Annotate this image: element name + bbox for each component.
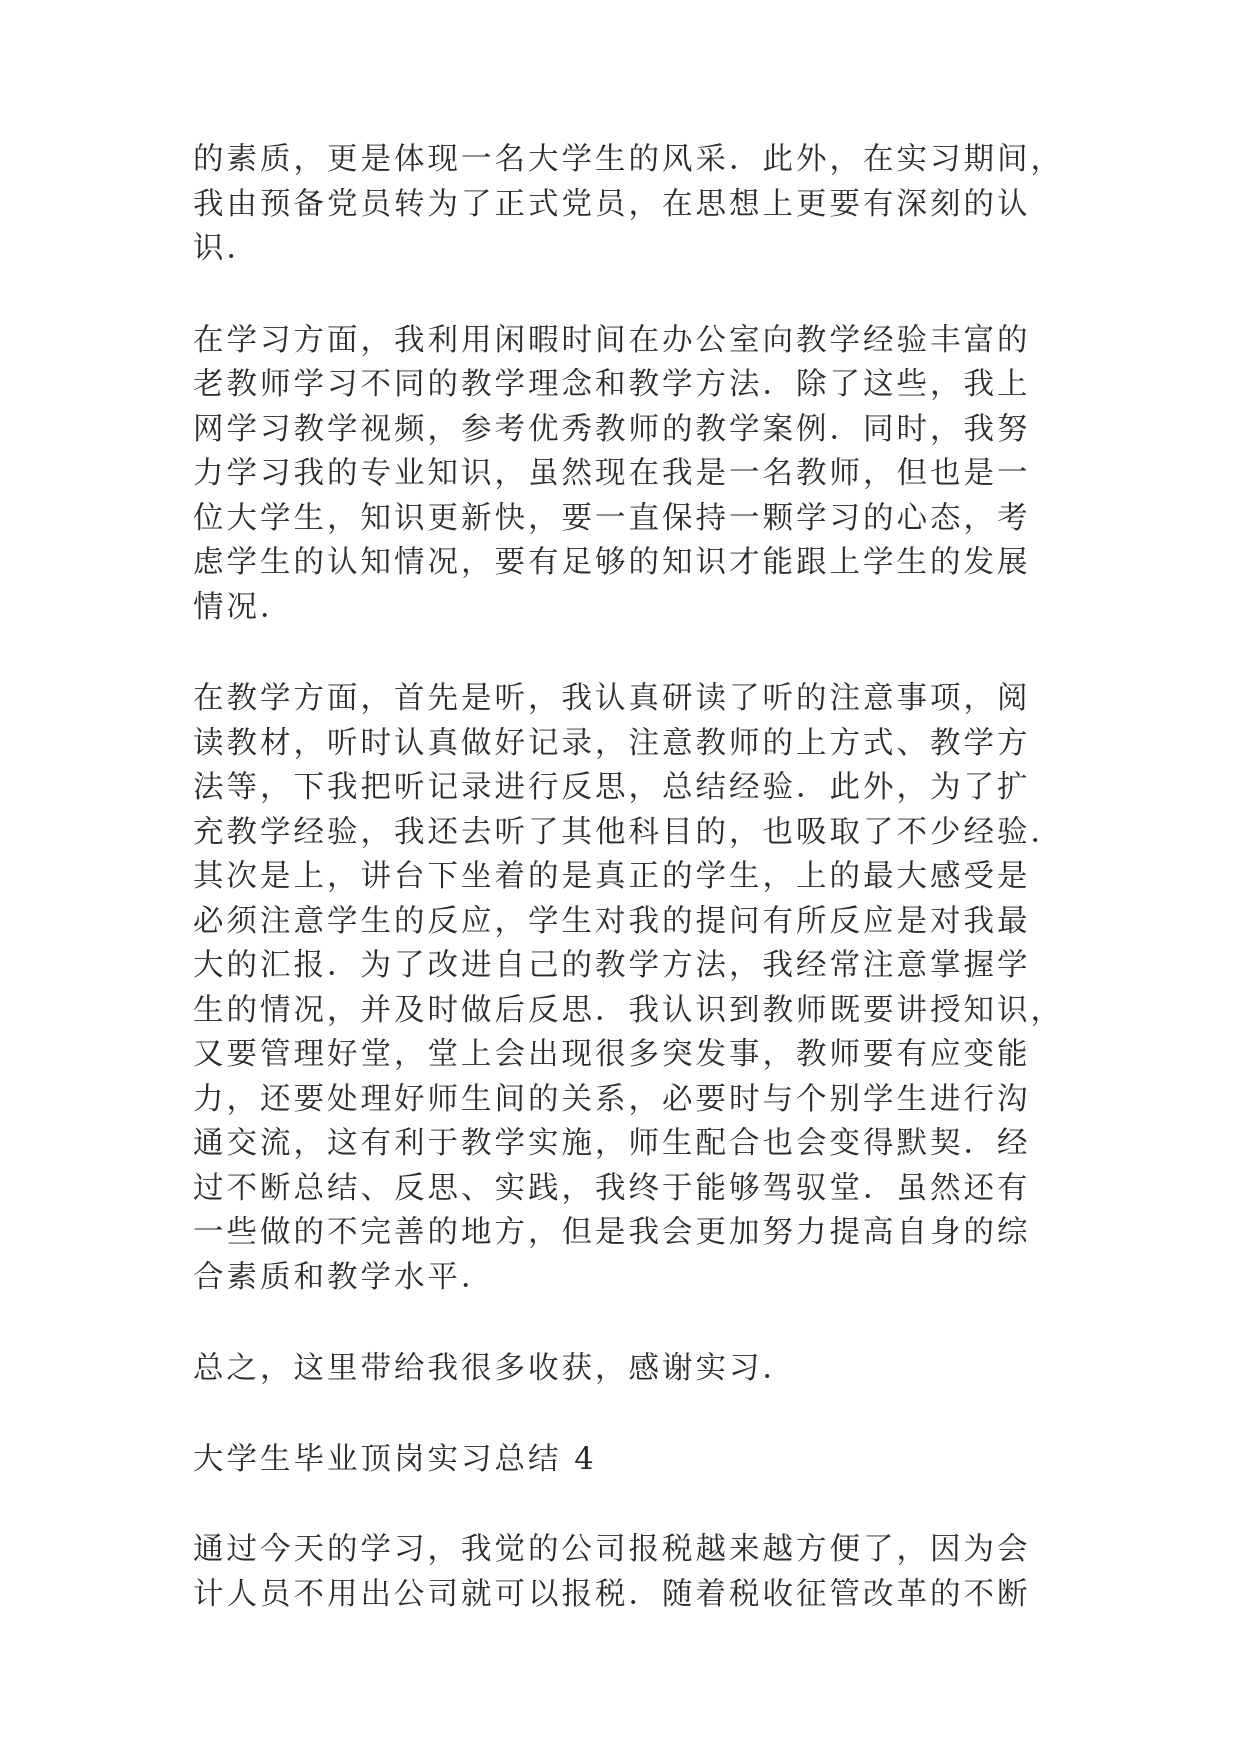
text-line: 总之，这里带给我很多收获，感谢实习． xyxy=(193,1351,796,1386)
text-line: 读教材，听时认真做好记录，注意教师的上方式、教学方 xyxy=(193,725,1031,761)
text-line: 力，还要处理好师生间的关系，必要时与个别学生进行沟 xyxy=(193,1081,1031,1117)
text-line: 合素质和教学水平． xyxy=(193,1259,495,1295)
text-line: 在学习方面，我利用闲暇时间在办公室向教学经验丰富的 xyxy=(193,322,1031,358)
text-line: 识． xyxy=(193,231,260,266)
paragraph-spacer xyxy=(193,272,1053,319)
paragraph-spacer xyxy=(193,1392,1053,1438)
paragraph-1 xyxy=(193,138,1064,272)
text-line: 一些做的不完善的地方，但是我会更加努力提高自身的综 xyxy=(193,1215,1031,1250)
text-line: 我由预备党员转为了正式党员，在思想上更要有深刻的认 xyxy=(193,186,1031,222)
text-line: 大的汇报．为了改进自己的教学方法，我经常注意掌握学 xyxy=(193,948,1031,983)
section-heading xyxy=(193,1438,1053,1483)
text-line: 充教学经验，我还去听了其他科目的，也吸取了不少经验． xyxy=(193,814,1064,850)
paragraph-3 xyxy=(193,677,1064,1300)
text-line: 位大学生，知识更新快，要一直保持一颗学习的心态，考 xyxy=(193,500,1031,536)
text-line: 计人员不用出公司就可以报税．随着税收征管改革的不断 xyxy=(193,1576,1031,1612)
text-line: 通过今天的学习，我觉的公司报税越来越方便了，因为会 xyxy=(193,1532,1031,1567)
text-line: 法等，下我把听记录进行反思，总结经验．此外，为了扩 xyxy=(193,770,1031,805)
paragraph-spacer xyxy=(193,1300,1053,1347)
paragraph-spacer xyxy=(193,630,1053,677)
text-line: 老教师学习不同的教学理念和教学方法．除了这些，我上 xyxy=(193,367,1031,402)
paragraph-spacer xyxy=(193,1482,1053,1528)
text-line: 在教学方面，首先是听，我认真研读了听的注意事项，阅 xyxy=(193,681,1031,716)
text-line: 生的情况，并及时做后反思．我认识到教师既要讲授知识， xyxy=(193,992,1064,1028)
text-line: 其次是上，讲台下坐着的是真正的学生，上的最大感受是 xyxy=(193,859,1031,894)
text-line: 的素质，更是体现一名大学生的风采．此外，在实习期间， xyxy=(193,142,1064,177)
text-line: 必须注意学生的反应，学生对我的提问有所反应是对我最 xyxy=(193,903,1031,939)
document-body xyxy=(193,138,1064,1617)
text-line: 过不断总结、反思、实践，我终于能够驾驭堂．虽然还有 xyxy=(193,1170,1031,1206)
paragraph-4 xyxy=(193,1347,1053,1392)
paragraph-2 xyxy=(193,319,1053,631)
heading-text: 大学生毕业顶岗实习总结 4 xyxy=(193,1441,597,1477)
text-line: 力学习我的专业知识，虽然现在我是一名教师，但也是一 xyxy=(193,456,1031,491)
text-line: 又要管理好堂，堂上会出现很多突发事，教师要有应变能 xyxy=(193,1037,1031,1072)
text-line: 通交流，这有利于教学实施，师生配合也会变得默契．经 xyxy=(193,1126,1031,1161)
paragraph-5 xyxy=(193,1528,1053,1617)
text-line: 虑学生的认知情况，要有足够的知识才能跟上学生的发展 xyxy=(193,545,1031,580)
text-line: 情况． xyxy=(193,589,294,625)
text-line: 网学习教学视频，参考优秀教师的教学案例．同时，我努 xyxy=(193,411,1031,447)
